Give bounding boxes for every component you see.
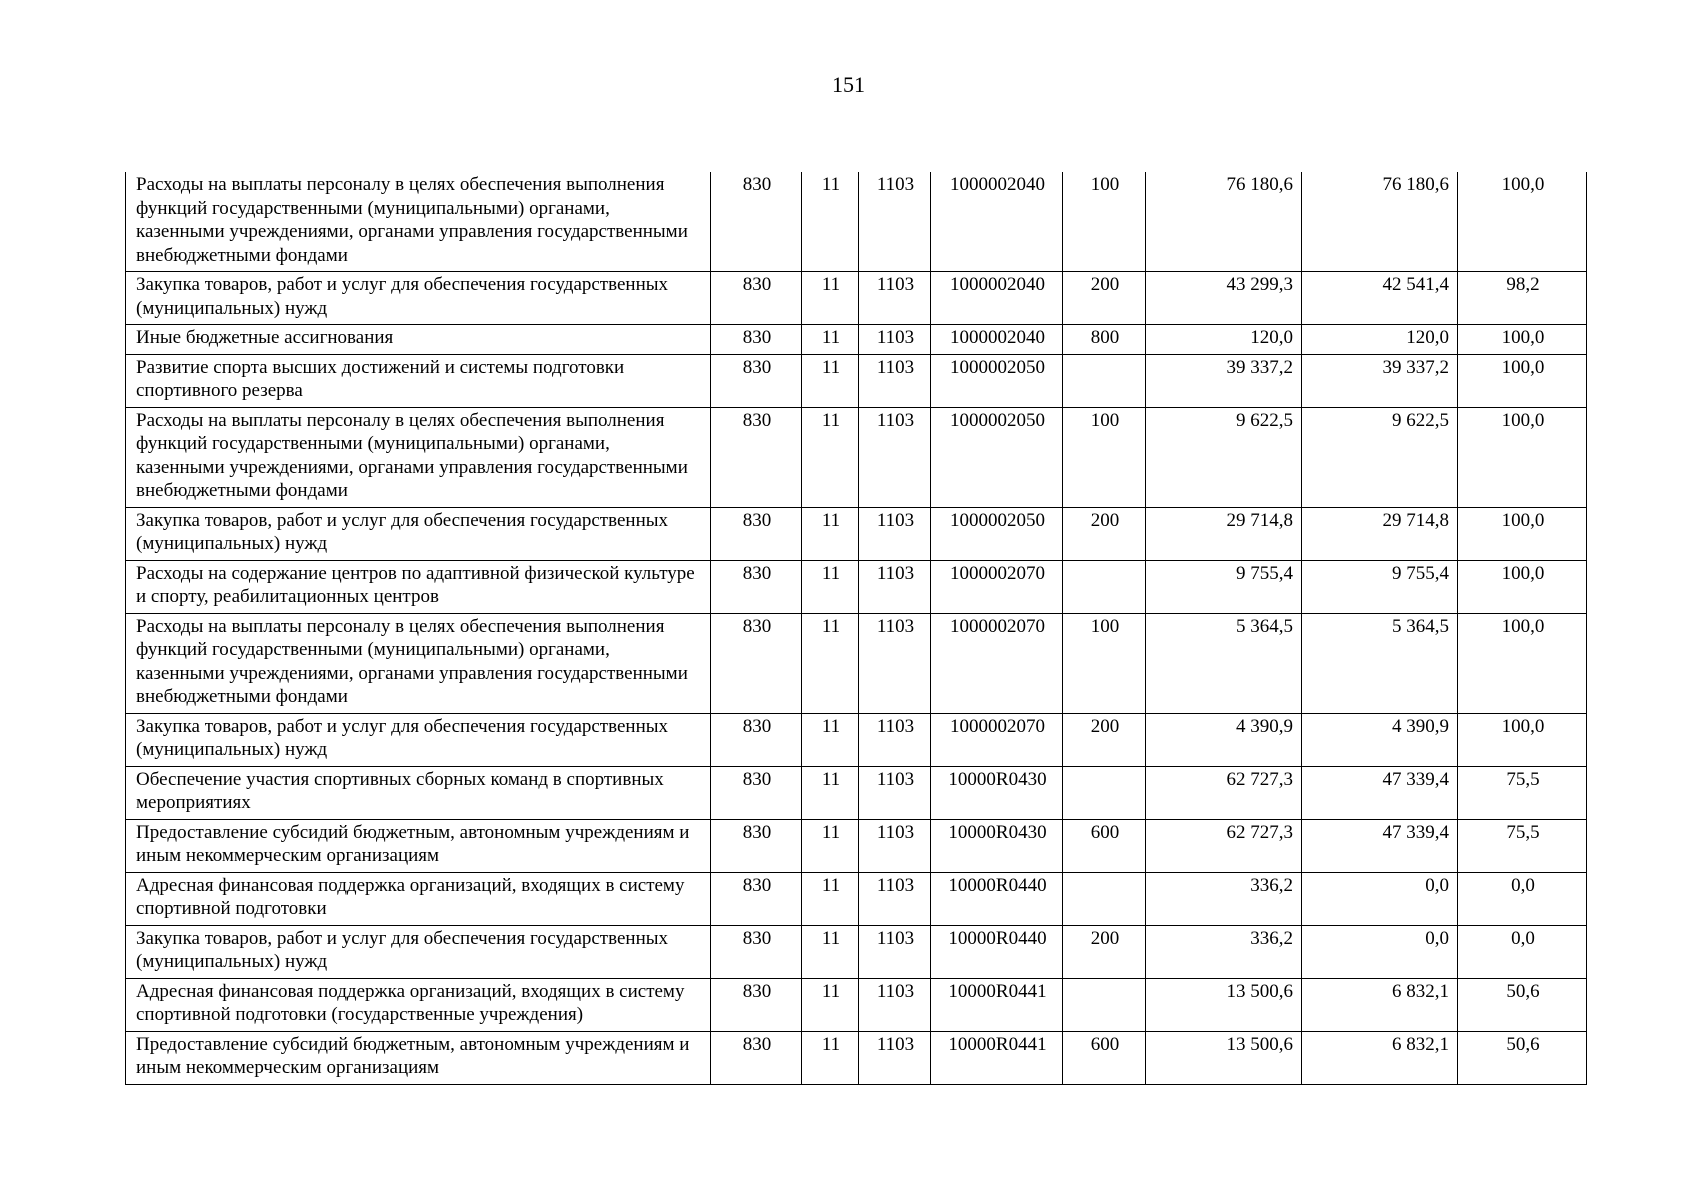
execution-percent-cell: 100,0: [1458, 354, 1587, 407]
execution-percent-cell: 100,0: [1458, 172, 1587, 272]
subsection-code-cell: 1103: [859, 819, 931, 872]
expense-name-cell: Расходы на выплаты персоналу в целях обеспечения выполнения функций государственными (муниципальными) органами, казенными учреждениями, органами управления государственными внебюджетными фондами: [126, 407, 711, 507]
expense-type-cell: 200: [1063, 507, 1146, 560]
expense-name-cell: Закупка товаров, работ и услуг для обеспечения государственных (муниципальных) нужд: [126, 507, 711, 560]
section-code-cell: 11: [802, 407, 859, 507]
section-code-cell: 11: [802, 978, 859, 1031]
target-article-cell: 1000002070: [931, 560, 1063, 613]
expense-type-cell: [1063, 978, 1146, 1031]
expense-type-cell: 100: [1063, 613, 1146, 713]
subsection-code-cell: 1103: [859, 272, 931, 325]
expense-name-cell: Развитие спорта высших достижений и системы подготовки спортивного резерва: [126, 354, 711, 407]
planned-amount-cell: 13 500,6: [1146, 978, 1302, 1031]
actual-amount-cell: 47 339,4: [1302, 819, 1458, 872]
expense-name-cell: Закупка товаров, работ и услуг для обеспечения государственных (муниципальных) нужд: [126, 713, 711, 766]
expense-type-cell: 800: [1063, 325, 1146, 355]
page-number: 151: [832, 72, 865, 97]
expense-type-cell: 200: [1063, 272, 1146, 325]
ministry-code-cell: 830: [711, 819, 802, 872]
ministry-code-cell: 830: [711, 613, 802, 713]
ministry-code-cell: 830: [711, 172, 802, 272]
subsection-code-cell: 1103: [859, 713, 931, 766]
planned-amount-cell: 336,2: [1146, 925, 1302, 978]
execution-percent-cell: 0,0: [1458, 925, 1587, 978]
target-article-cell: 10000R0441: [931, 978, 1063, 1031]
actual-amount-cell: 0,0: [1302, 925, 1458, 978]
table-row: [126, 172, 1587, 272]
target-article-cell: 10000R0430: [931, 766, 1063, 819]
planned-amount-cell: 76 180,6: [1146, 172, 1302, 272]
table-row: [126, 272, 1587, 325]
section-code-cell: 11: [802, 713, 859, 766]
target-article-cell: 1000002040: [931, 325, 1063, 355]
target-article-cell: 10000R0441: [931, 1031, 1063, 1084]
section-code-cell: 11: [802, 766, 859, 819]
execution-percent-cell: 100,0: [1458, 560, 1587, 613]
section-code-cell: 11: [802, 507, 859, 560]
subsection-code-cell: 1103: [859, 507, 931, 560]
planned-amount-cell: 336,2: [1146, 872, 1302, 925]
planned-amount-cell: 120,0: [1146, 325, 1302, 355]
expense-type-cell: 600: [1063, 819, 1146, 872]
subsection-code-cell: 1103: [859, 325, 931, 355]
section-code-cell: 11: [802, 872, 859, 925]
target-article-cell: 10000R0440: [931, 925, 1063, 978]
actual-amount-cell: 47 339,4: [1302, 766, 1458, 819]
execution-percent-cell: 75,5: [1458, 819, 1587, 872]
expense-name-cell: Закупка товаров, работ и услуг для обеспечения государственных (муниципальных) нужд: [126, 925, 711, 978]
expense-type-cell: 600: [1063, 1031, 1146, 1084]
ministry-code-cell: 830: [711, 354, 802, 407]
table-body: [126, 172, 1587, 1084]
planned-amount-cell: 39 337,2: [1146, 354, 1302, 407]
table-row: [126, 925, 1587, 978]
table-row: [126, 325, 1587, 355]
subsection-code-cell: 1103: [859, 872, 931, 925]
target-article-cell: 1000002040: [931, 272, 1063, 325]
execution-percent-cell: 100,0: [1458, 407, 1587, 507]
subsection-code-cell: 1103: [859, 613, 931, 713]
ministry-code-cell: 830: [711, 925, 802, 978]
section-code-cell: 11: [802, 560, 859, 613]
expense-type-cell: 200: [1063, 925, 1146, 978]
section-code-cell: 11: [802, 613, 859, 713]
table-row: [126, 407, 1587, 507]
ministry-code-cell: 830: [711, 713, 802, 766]
section-code-cell: 11: [802, 354, 859, 407]
expense-type-cell: [1063, 354, 1146, 407]
actual-amount-cell: 39 337,2: [1302, 354, 1458, 407]
section-code-cell: 11: [802, 925, 859, 978]
table-row: [126, 560, 1587, 613]
section-code-cell: 11: [802, 172, 859, 272]
expense-name-cell: Расходы на содержание центров по адаптивной физической культуре и спорту, реабилитационных центров: [126, 560, 711, 613]
section-code-cell: 11: [802, 272, 859, 325]
actual-amount-cell: 5 364,5: [1302, 613, 1458, 713]
section-code-cell: 11: [802, 1031, 859, 1084]
expense-name-cell: Предоставление субсидий бюджетным, автономным учреждениям и иным некоммерческим организациям: [126, 1031, 711, 1084]
table-row: [126, 766, 1587, 819]
expense-type-cell: 100: [1063, 172, 1146, 272]
actual-amount-cell: 9 622,5: [1302, 407, 1458, 507]
subsection-code-cell: 1103: [859, 560, 931, 613]
execution-percent-cell: 98,2: [1458, 272, 1587, 325]
actual-amount-cell: 6 832,1: [1302, 1031, 1458, 1084]
expense-type-cell: [1063, 766, 1146, 819]
target-article-cell: 1000002070: [931, 613, 1063, 713]
actual-amount-cell: 42 541,4: [1302, 272, 1458, 325]
ministry-code-cell: 830: [711, 766, 802, 819]
planned-amount-cell: 4 390,9: [1146, 713, 1302, 766]
ministry-code-cell: 830: [711, 978, 802, 1031]
ministry-code-cell: 830: [711, 325, 802, 355]
ministry-code-cell: 830: [711, 872, 802, 925]
expense-name-cell: Адресная финансовая поддержка организаций, входящих в систему спортивной подготовки (государственные учреждения): [126, 978, 711, 1031]
subsection-code-cell: 1103: [859, 172, 931, 272]
table-row: [126, 354, 1587, 407]
actual-amount-cell: 4 390,9: [1302, 713, 1458, 766]
table-row: [126, 713, 1587, 766]
expense-name-cell: Расходы на выплаты персоналу в целях обеспечения выполнения функций государственными (муниципальными) органами, казенными учреждениями, органами управления государственными внебюджетными фондами: [126, 172, 711, 272]
actual-amount-cell: 120,0: [1302, 325, 1458, 355]
expense-type-cell: [1063, 560, 1146, 613]
planned-amount-cell: 62 727,3: [1146, 766, 1302, 819]
subsection-code-cell: 1103: [859, 407, 931, 507]
table-row: [126, 613, 1587, 713]
table-row: [126, 1031, 1587, 1084]
table-row: [126, 507, 1587, 560]
expense-type-cell: 200: [1063, 713, 1146, 766]
expense-type-cell: [1063, 872, 1146, 925]
planned-amount-cell: 43 299,3: [1146, 272, 1302, 325]
target-article-cell: 1000002040: [931, 172, 1063, 272]
execution-percent-cell: 75,5: [1458, 766, 1587, 819]
actual-amount-cell: 0,0: [1302, 872, 1458, 925]
planned-amount-cell: 29 714,8: [1146, 507, 1302, 560]
budget-table: [125, 172, 1587, 1085]
ministry-code-cell: 830: [711, 1031, 802, 1084]
execution-percent-cell: 100,0: [1458, 613, 1587, 713]
planned-amount-cell: 13 500,6: [1146, 1031, 1302, 1084]
ministry-code-cell: 830: [711, 272, 802, 325]
expense-name-cell: Иные бюджетные ассигнования: [126, 325, 711, 355]
table-row: [126, 978, 1587, 1031]
section-code-cell: 11: [802, 819, 859, 872]
ministry-code-cell: 830: [711, 507, 802, 560]
table-row: [126, 872, 1587, 925]
ministry-code-cell: 830: [711, 560, 802, 613]
execution-percent-cell: 0,0: [1458, 872, 1587, 925]
subsection-code-cell: 1103: [859, 1031, 931, 1084]
subsection-code-cell: 1103: [859, 354, 931, 407]
planned-amount-cell: 9 755,4: [1146, 560, 1302, 613]
target-article-cell: 10000R0440: [931, 872, 1063, 925]
subsection-code-cell: 1103: [859, 766, 931, 819]
target-article-cell: 1000002050: [931, 407, 1063, 507]
execution-percent-cell: 50,6: [1458, 978, 1587, 1031]
target-article-cell: 10000R0430: [931, 819, 1063, 872]
planned-amount-cell: 9 622,5: [1146, 407, 1302, 507]
execution-percent-cell: 50,6: [1458, 1031, 1587, 1084]
actual-amount-cell: 9 755,4: [1302, 560, 1458, 613]
planned-amount-cell: 62 727,3: [1146, 819, 1302, 872]
section-code-cell: 11: [802, 325, 859, 355]
target-article-cell: 1000002050: [931, 507, 1063, 560]
target-article-cell: 1000002070: [931, 713, 1063, 766]
actual-amount-cell: 6 832,1: [1302, 978, 1458, 1031]
subsection-code-cell: 1103: [859, 978, 931, 1031]
table-row: [126, 819, 1587, 872]
execution-percent-cell: 100,0: [1458, 507, 1587, 560]
target-article-cell: 1000002050: [931, 354, 1063, 407]
ministry-code-cell: 830: [711, 407, 802, 507]
expense-name-cell: Обеспечение участия спортивных сборных команд в спортивных мероприятиях: [126, 766, 711, 819]
planned-amount-cell: 5 364,5: [1146, 613, 1302, 713]
expense-type-cell: 100: [1063, 407, 1146, 507]
actual-amount-cell: 29 714,8: [1302, 507, 1458, 560]
expense-name-cell: Предоставление субсидий бюджетным, автономным учреждениям и иным некоммерческим организациям: [126, 819, 711, 872]
expense-name-cell: Закупка товаров, работ и услуг для обеспечения государственных (муниципальных) нужд: [126, 272, 711, 325]
expense-name-cell: Адресная финансовая поддержка организаций, входящих в систему спортивной подготовки: [126, 872, 711, 925]
execution-percent-cell: 100,0: [1458, 713, 1587, 766]
execution-percent-cell: 100,0: [1458, 325, 1587, 355]
expense-name-cell: Расходы на выплаты персоналу в целях обеспечения выполнения функций государственными (муниципальными) органами, казенными учреждениями, органами управления государственными внебюджетными фондами: [126, 613, 711, 713]
actual-amount-cell: 76 180,6: [1302, 172, 1458, 272]
subsection-code-cell: 1103: [859, 925, 931, 978]
